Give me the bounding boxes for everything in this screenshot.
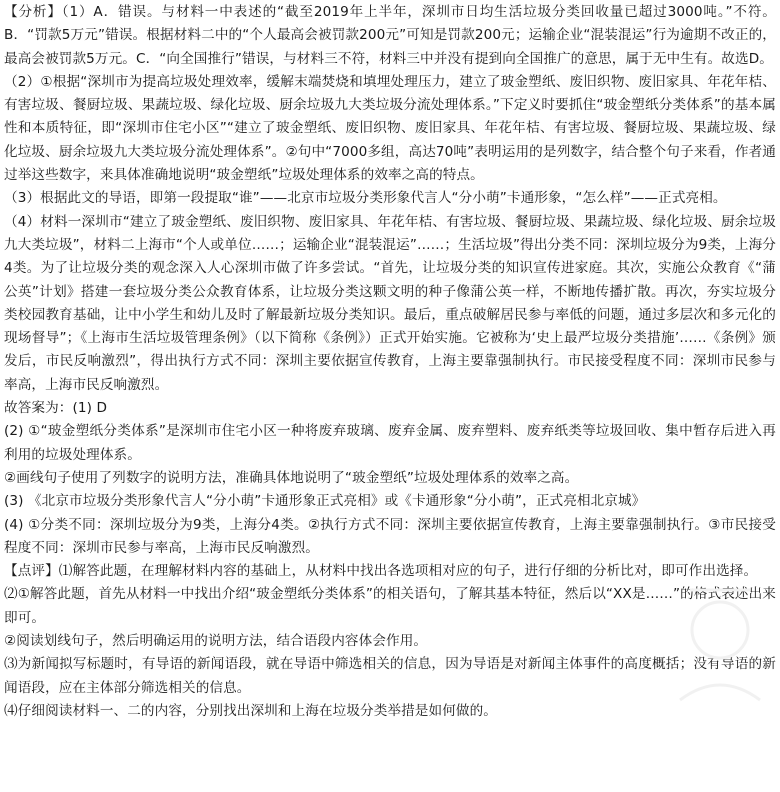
comment-part2-item2: ②阅读划线句子，然后明确运用的说明方法，结合语段内容体会作用。: [4, 633, 428, 650]
comment-part4: ⑷仔细阅读材料一、二的内容，分别找出深圳和上海在垃圾分类举措是如何做的。: [4, 702, 497, 719]
answer-part3: (3) 《北京市垃圾分类形象代言人“分小萌”卡通形象正式亮相》或《卡通形象“分小萌”，正式亮相北京城》: [4, 493, 646, 510]
analysis-part3-paragraph: （3）根据此文的导语，即第一段提取“谁”——北京市垃圾分类形象代言人“分小萌”卡通形象，“怎么样”——正式亮相。: [4, 190, 727, 207]
answer-part2-item1: (2) ①“玻金塑纸分类体系”是深圳市住宅小区一种将废弃玻璃、废弃金属、废弃塑料、废弃纸类等垃圾回收、集中暂存后进入再利用的垃圾处理体系。: [4, 423, 776, 463]
answer-part2-item2: ②画线句子使用了列数字的说明方法，准确具体地说明了“玻金塑纸”垃圾处理体系的效率之高。: [4, 469, 579, 486]
comment-part2-item1: ⑵①解答此题，首先从材料一中找出介绍“玻金塑纸分类体系”的相关语句，了解其基本特征，然后以“XX是……”的格式表述出来即可。: [4, 586, 776, 626]
comment-part3: ⑶为新闻拟写标题时，有导语的新闻语段，就在导语中筛选相关的信息，因为导语是对新闻主体事件的高度概括；没有导语的新闻语段，应在主体部分筛选相关的信息。: [4, 656, 776, 696]
comment-part1: 【点评】⑴解答此题，在理解材料内容的基础上，从材料中找出各选项相对应的句子，进行仔细的分析比对，即可作出选择。: [4, 563, 758, 580]
analysis-part1-paragraph: 【分析】（1）A．错误。与材料一中表述的“截至2019年上半年，深圳市日均生活垃圾分类回收量已超过3000吨。”不符。B．“罚款5万元”错误。根据材料二中的“个人最高会被罚款200元”可知是罚款200元；运输企业“混装混运”行为逾期不改正的，最高会被罚款5万元。C．“向全国推行”错误，与材料三不符，材料三中并没有提到向全国推广的意思，属于无中生有。故选D。: [4, 4, 776, 67]
analysis-part2-paragraph: （2）①根据“深圳市为提高垃圾处理效率，缓解末端焚烧和填埋处理压力，建立了玻金塑纸、废旧织物、废旧家具、年花年桔、有害垃圾、餐厨垃圾、果蔬垃圾、绿化垃圾、厨余垃圾九大类垃圾分流处理体系。”下定义时要抓住“玻金塑纸分类体系”的基本属性和本质特征，即“深圳市住宅小区”“建立了玻金塑纸、废旧织物、废旧家具、年花年桔、有害垃圾、餐厨垃圾、果蔬垃圾、绿化垃圾、厨余垃圾九大类垃圾分流处理体系”。②句中“7000多组，高达70吨”表明运用的是列数字，结合整个句子来看，作者通过举这些数字，来具体准确地说明“玻金塑纸”垃圾处理体系的效率之高的特点。: [4, 73, 776, 184]
answer-part4: (4) ①分类不同：深圳垃圾分为9类，上海分4类。②执行方式不同：深圳主要依据宣传教育，上海主要靠强制执行。③市民接受程度不同：深圳市民参与率高，上海市民反响激烈。: [4, 516, 776, 556]
analysis-part4-paragraph: （4）材料一深圳市“建立了玻金塑纸、废旧织物、废旧家具、年花年桔、有害垃圾、餐厨垃圾、果蔬垃圾、绿化垃圾、厨余垃圾九大类垃圾”，材料二上海市“个人或单位……；运输企业“混装混运”……；生活垃圾”得出分类不同：深圳垃圾分为9类，上海分4类。为了让垃圾分类的观念深入人心深圳市做了许多尝试。“首先，让垃圾分类的知识宣传进家庭。其次，实施公众教育《“蒲公英”计划》搭建一套垃圾分类公众教育体系，让垃圾分类这颗文明的种子像蒲公英一样，不断地传播扩散。再次，夯实垃圾分类校园教育基础，让中小学生和幼儿及时了解最新垃圾分类知识。最后，重点破解居民参与率低的问题，通过多层次和多元化的现场督导”；《上海市生活垃圾管理条例》（以下简称《条例》）正式开始实施。它被称为‘史上最严垃圾分类措施’……《条例》颁发后，市民反响激烈”，得出执行方式不同：深圳主要依据宣传教育，上海主要靠强制执行。市民接受程度不同：深圳市民参与率高，上海市民反响激烈。: [4, 213, 776, 393]
answer-heading-line: 故答案为：(1) D: [4, 400, 108, 417]
